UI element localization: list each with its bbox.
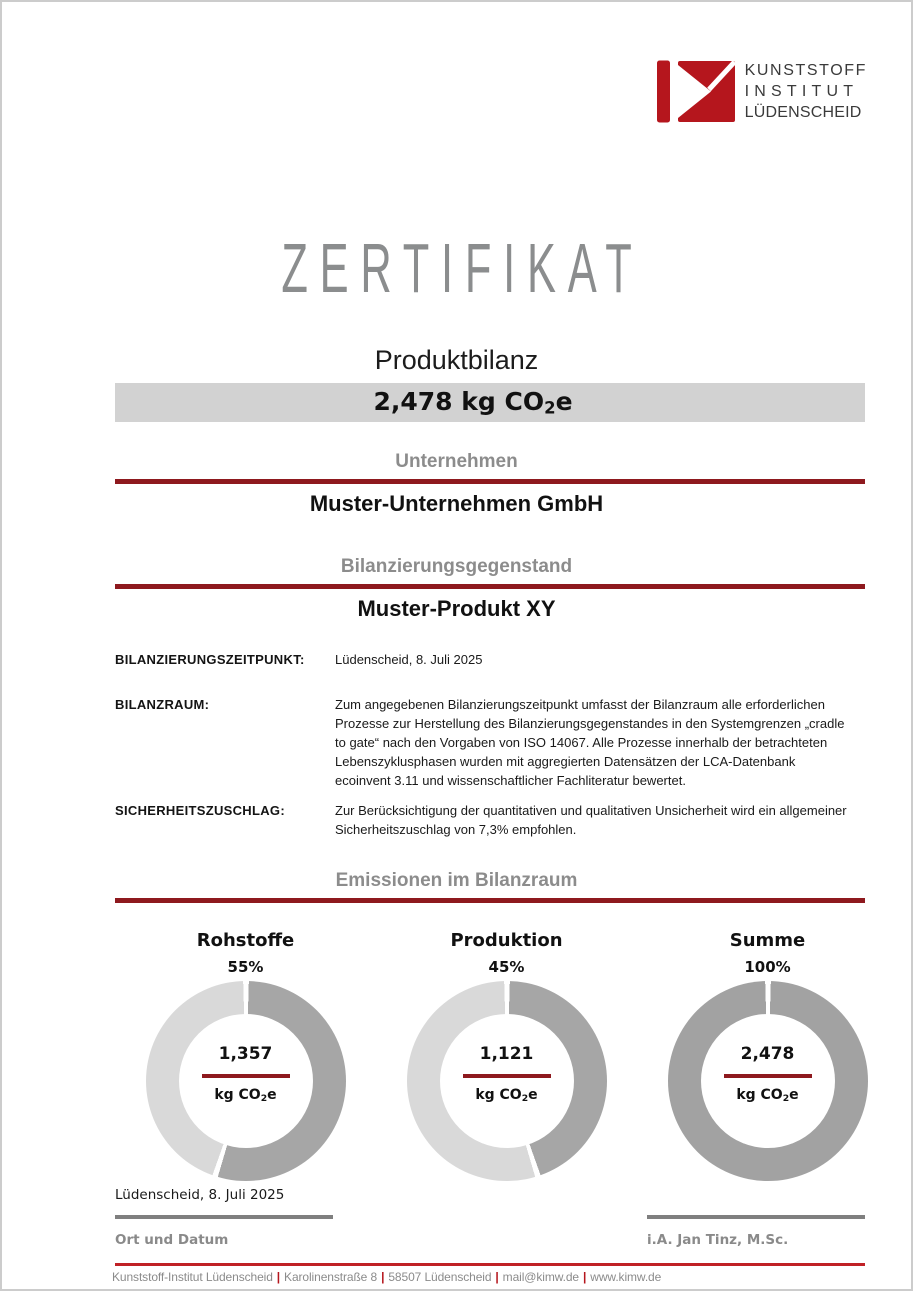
- donut-value: 1,121: [479, 1043, 534, 1064]
- total-co2-value: 2,478 kg $CO_2e$: [373, 387, 573, 418]
- detail-row-zeitpunkt: [115, 650, 865, 669]
- company-section: [2, 452, 911, 516]
- red-divider: [115, 479, 865, 484]
- footer-segment: 58507 Lüdenscheid: [388, 1270, 492, 1284]
- footer-red-rule: [115, 1263, 865, 1266]
- footer-segment: mail@kimw.de: [502, 1270, 580, 1284]
- chart-percent: 55%: [227, 958, 264, 976]
- total-co2-banner: [115, 383, 865, 422]
- logo-text: [745, 60, 867, 123]
- detail-label: BILANZIERUNGSZEITPUNKT:: [115, 652, 305, 667]
- red-underline: [202, 1074, 290, 1078]
- logo-line-2: INSTITUT: [744, 83, 859, 100]
- company-section-header: Unternehmen: [395, 451, 518, 472]
- footer-separator: |: [381, 1270, 385, 1284]
- chart-title: Summe: [729, 930, 806, 951]
- chart-percent: 100%: [744, 958, 791, 976]
- logo-line-1: KUNSTSTOFF: [744, 62, 867, 79]
- donut-unit: kg $CO_2e$: [475, 1086, 538, 1105]
- chart-summe: [637, 930, 898, 1181]
- signature-label-ort-datum: Ort und Datum: [115, 1232, 229, 1248]
- signature-date: Lüdenscheid, 8. Juli 2025: [115, 1187, 285, 1203]
- emissions-section-header: Emissionen im Bilanzraum: [335, 870, 578, 891]
- footer-address: [112, 1270, 865, 1285]
- footer-segment: Karolinenstraße 8: [284, 1270, 378, 1284]
- chart-title: Produktion: [450, 930, 563, 951]
- detail-row-sicherheitszuschlag: [115, 801, 865, 839]
- subject-section-header: Bilanzierungsgegenstand: [340, 556, 573, 577]
- subject-section: [2, 557, 911, 621]
- signature-lines: [115, 1215, 865, 1219]
- signature-label-signer: i.A. Jan Tinz, M.Sc.: [647, 1232, 789, 1248]
- chart-percent: 45%: [488, 958, 525, 976]
- donut-unit: kg $CO_2e$: [214, 1086, 277, 1105]
- detail-label: BILANZRAUM:: [115, 697, 210, 712]
- details-block: [115, 650, 865, 839]
- footer-separator: |: [583, 1270, 587, 1284]
- kimw-k-logo-icon: [657, 60, 736, 123]
- detail-label: SICHERHEITSZUSCHLAG:: [115, 803, 285, 818]
- red-underline: [463, 1074, 551, 1078]
- red-underline: [724, 1074, 812, 1078]
- donut-value: 2,478: [740, 1043, 795, 1064]
- donut-center: [440, 1014, 574, 1148]
- logo-line-3: LÜDENSCHEID: [744, 104, 862, 121]
- chart-title: Rohstoffe: [196, 930, 295, 951]
- donut-value: 1,357: [218, 1043, 273, 1064]
- chart-rohstoffe: [115, 930, 376, 1181]
- signature-line-left: [115, 1215, 333, 1219]
- red-divider: [115, 898, 865, 903]
- certificate-title: ZERTIFIKAT: [281, 229, 644, 307]
- signature-line-right: [647, 1215, 865, 1219]
- detail-text: Zum angegebenen Bilanzierungszeitpunkt umfasst der Bilanzraum alle erforderlichen Prozesse zur Herstellung des Bilanzierungsgegenstandes in den Systemgrenzen „cradle to gate“ nach den Vorgaben von ISO 14067. Alle Prozesse innerhalb der betrachteten Lebenszyklusphasen wurden mit aggregierten Datensätzen der LCA-Datenbank ecoinvent 3.11 und wissenschaftlicher Fachliteratur bewertet.: [335, 697, 845, 788]
- signature-labels: [115, 1232, 865, 1249]
- donut-center: [179, 1014, 313, 1148]
- header-logo-row: [2, 60, 867, 123]
- subtitle-produktbilanz: Produktbilanz: [374, 345, 539, 375]
- donut-center: [701, 1014, 835, 1148]
- donut-ring: [668, 981, 868, 1181]
- red-divider: [115, 584, 865, 589]
- company-name: Muster-Unternehmen GmbH: [309, 491, 604, 516]
- donut-ring: [407, 981, 607, 1181]
- footer-separator: |: [276, 1270, 281, 1284]
- chart-produktion: [376, 930, 637, 1181]
- donut-ring: [146, 981, 346, 1181]
- kimw-logo: [657, 60, 867, 123]
- product-name: Muster-Produkt XY: [357, 596, 556, 621]
- footer-segment: Kunststoff-Institut Lüdenscheid: [112, 1270, 273, 1284]
- detail-text: Zur Berücksichtigung der quantitativen und qualitativen Unsicherheit wird ein allgemeiner Sicherheitszuschlag von 7,3% empfohlen.: [335, 803, 847, 837]
- footer-separator: |: [495, 1270, 499, 1284]
- footer-segment: www.kimw.de: [590, 1270, 662, 1284]
- emissions-section: [2, 871, 911, 903]
- donut-charts-row: [115, 930, 898, 1181]
- detail-text: Lüdenscheid, 8. Juli 2025: [335, 652, 483, 667]
- donut-unit: kg $CO_2e$: [736, 1086, 799, 1105]
- detail-row-bilanzraum: [115, 695, 865, 790]
